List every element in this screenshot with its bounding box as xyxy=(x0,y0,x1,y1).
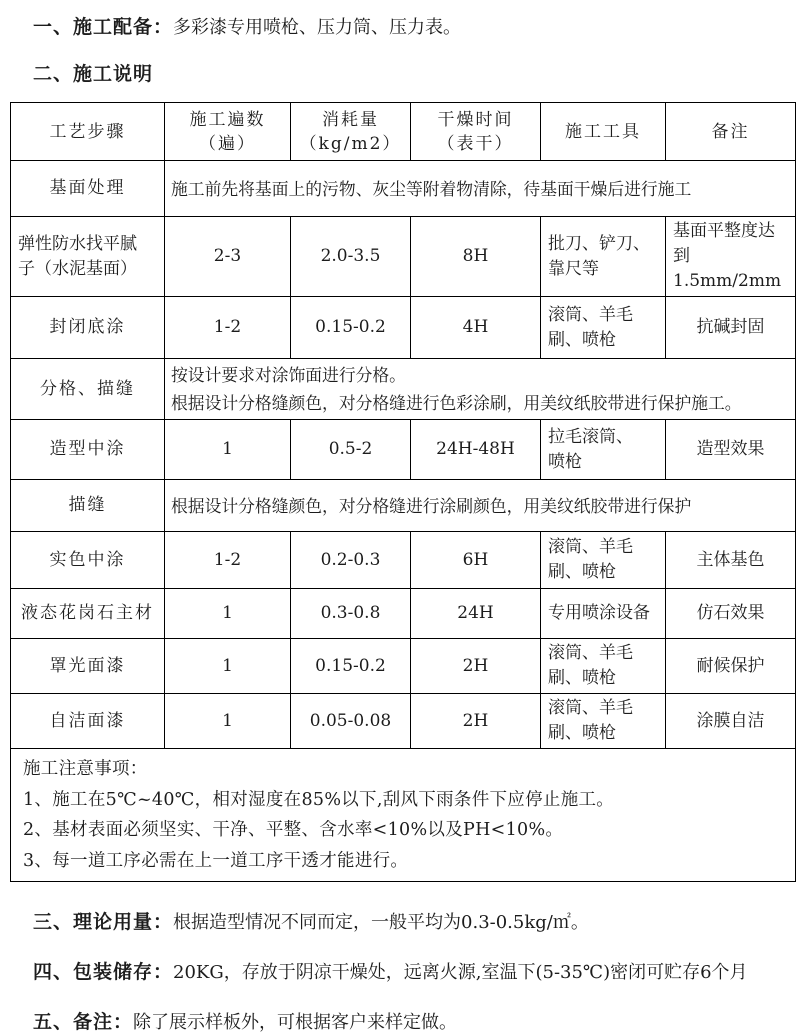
column-header: 消耗量 （kg/m2） xyxy=(291,103,411,161)
section-heading-2 xyxy=(33,62,800,87)
table-row xyxy=(11,297,796,359)
section-5-label: 五、备注： xyxy=(33,1011,134,1033)
section-1-label: 一、施工配备： xyxy=(33,16,174,38)
table-cell: 4H xyxy=(411,297,541,359)
table-cell: 24H-48H xyxy=(411,420,541,480)
table-cell: 1-2 xyxy=(165,297,291,359)
process-desc-cell: 按设计要求对涂饰面进行分格。 根据设计分格缝颜色，对分格缝进行色彩涂刷，用美纹纸胶带进行保护施工。 xyxy=(165,359,796,420)
table-cell: 滚筒、羊毛 刷、喷枪 xyxy=(541,694,666,749)
table-cell: 2H xyxy=(411,694,541,749)
section-3-label: 三、理论用量： xyxy=(33,911,174,933)
table-row xyxy=(11,359,796,420)
construction-spec-table xyxy=(10,102,796,882)
table-cell: 0.5-2 xyxy=(291,420,411,480)
process-desc-cell: 施工前先将基面上的污物、灰尘等附着物清除，待基面干燥后进行施工 xyxy=(165,161,796,217)
table-cell: 滚筒、羊毛 刷、喷枪 xyxy=(541,297,666,359)
table-header-row xyxy=(11,103,796,161)
table-cell: 专用喷涂设备 xyxy=(541,589,666,639)
column-header: 干燥时间 （表干） xyxy=(411,103,541,161)
table-cell: 8H xyxy=(411,217,541,297)
table-row xyxy=(11,480,796,532)
table-cell: 1 xyxy=(165,589,291,639)
table-cell: 耐候保护 xyxy=(666,639,796,694)
process-name-cell: 描缝 xyxy=(11,480,165,532)
section-4-text: 20KG，存放于阴凉干燥处，远离火源,室温下(5-35℃)密闭可贮存6个月 xyxy=(173,962,748,983)
table-cell: 拉毛滚筒、 喷枪 xyxy=(541,420,666,480)
table-cell: 主体基色 xyxy=(666,532,796,589)
column-header: 施工遍数 （遍） xyxy=(165,103,291,161)
table-cell: 批刀、铲刀、 靠尺等 xyxy=(541,217,666,297)
process-desc-cell: 根据设计分格缝颜色，对分格缝进行涂刷颜色，用美纹纸胶带进行保护 xyxy=(165,480,796,532)
process-name-cell: 自洁面漆 xyxy=(11,694,165,749)
table-cell: 0.2-0.3 xyxy=(291,532,411,589)
table-cell: 1-2 xyxy=(165,532,291,589)
section-heading-1 xyxy=(33,0,800,40)
process-name-cell: 分格、描缝 xyxy=(11,359,165,420)
process-name-cell: 弹性防水找平腻 子（水泥基面） xyxy=(11,217,165,297)
column-header: 工艺步骤 xyxy=(11,103,165,161)
table-row xyxy=(11,639,796,694)
section-heading-3 xyxy=(33,910,800,935)
table-row xyxy=(11,161,796,217)
table-cell: 6H xyxy=(411,532,541,589)
table-cell: 0.05-0.08 xyxy=(291,694,411,749)
table-cell: 仿石效果 xyxy=(666,589,796,639)
table-cell: 造型效果 xyxy=(666,420,796,480)
section-1-text: 多彩漆专用喷枪、压力筒、压力表。 xyxy=(173,17,462,38)
table-row xyxy=(11,420,796,480)
table-cell: 1 xyxy=(165,694,291,749)
table-cell: 1 xyxy=(165,420,291,480)
table-cell: 基面平整度达 到1.5mm/2mm xyxy=(666,217,796,297)
process-name-cell: 液态花岗石主材 xyxy=(11,589,165,639)
process-name-cell: 造型中涂 xyxy=(11,420,165,480)
column-header: 施工工具 xyxy=(541,103,666,161)
section-2-label: 二、施工说明 xyxy=(33,63,154,85)
table-cell: 0.15-0.2 xyxy=(291,639,411,694)
table-cell: 2H xyxy=(411,639,541,694)
process-name-cell: 封闭底涂 xyxy=(11,297,165,359)
table-cell: 滚筒、羊毛 刷、喷枪 xyxy=(541,639,666,694)
section-4-label: 四、包装储存： xyxy=(33,961,174,983)
table-cell: 2-3 xyxy=(165,217,291,297)
construction-notes-cell: 施工注意事项： 1、施工在5℃~40℃，相对湿度在85%以下,刮风下雨条件下应停止施工。 2、基材表面必须坚实、干净、平整、含水率<10%以及PH<10%。 3、每一道工序必需在上一道工序干透才能进行。 xyxy=(11,749,796,882)
table-row xyxy=(11,532,796,589)
table-row xyxy=(11,749,796,882)
table-cell: 0.3-0.8 xyxy=(291,589,411,639)
section-heading-5 xyxy=(33,1010,800,1035)
table-body xyxy=(11,161,796,882)
section-heading-4 xyxy=(33,960,800,985)
process-name-cell: 基面处理 xyxy=(11,161,165,217)
process-name-cell: 罩光面漆 xyxy=(11,639,165,694)
section-3-text: 根据造型情况不同而定，一般平均为0.3-0.5kg/㎡。 xyxy=(173,912,589,933)
table-cell: 24H xyxy=(411,589,541,639)
table-cell: 2.0-3.5 xyxy=(291,217,411,297)
section-5-text: 除了展示样板外，可根据客户来样定做。 xyxy=(133,1012,458,1033)
table-cell: 抗碱封固 xyxy=(666,297,796,359)
table-row xyxy=(11,589,796,639)
table-row xyxy=(11,694,796,749)
table-cell: 1 xyxy=(165,639,291,694)
process-name-cell: 实色中涂 xyxy=(11,532,165,589)
table-cell: 滚筒、羊毛 刷、喷枪 xyxy=(541,532,666,589)
table-row xyxy=(11,217,796,297)
column-header: 备注 xyxy=(666,103,796,161)
table-cell: 0.15-0.2 xyxy=(291,297,411,359)
table-cell: 涂膜自洁 xyxy=(666,694,796,749)
